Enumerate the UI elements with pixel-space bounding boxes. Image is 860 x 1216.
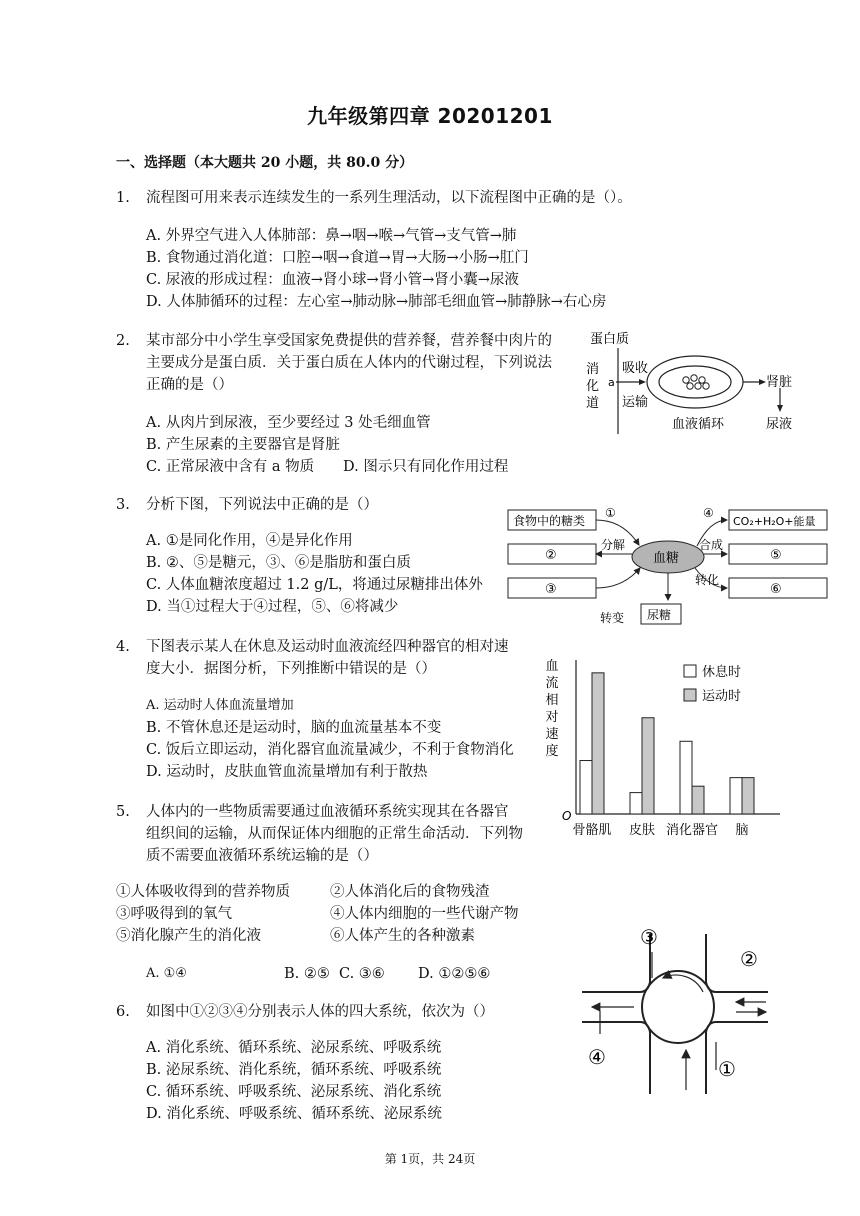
item-3: ③呼吸得到的氧气 [116, 906, 232, 922]
section-heading: 一、选择题（本大题共 20 小题，共 80.0 分） [116, 155, 414, 171]
question-stem-line: 质不需要血液循环系统运输的是（） [146, 848, 378, 864]
convert-label-2: 转变 [600, 611, 625, 625]
option-d: D. 消化系统、呼吸系统、循环系统、泌尿系统 [146, 1106, 442, 1122]
y-axis-label-char: 流 [545, 676, 559, 691]
body-systems-diagram [578, 922, 778, 1100]
option-c: C. 循环系统、呼吸系统、泌尿系统、消化系统 [146, 1084, 442, 1100]
x-tick-label: 皮肤 [628, 823, 656, 838]
question-stem-line: 主要成分是蛋白质．关于蛋白质在人体内的代谢过程，下列说法 [146, 355, 552, 371]
food-sugar-label: 食物中的糖类 [513, 514, 586, 528]
tract-char: 化 [586, 379, 600, 394]
option-a: A. ①是同化作用，④是异化作用 [146, 533, 353, 549]
option-d: D. 当①过程大于④过程，⑤、⑥将减少 [146, 599, 399, 615]
bar-rest-3 [680, 741, 692, 814]
legend-label-rest: 休息时 [702, 665, 742, 680]
option-b: B. 不管休息还是运动时，脑的血流量基本不变 [146, 720, 442, 736]
question-number: 6. [116, 1004, 130, 1020]
tract-char: 消 [586, 362, 600, 377]
bar-rest-4 [730, 778, 742, 814]
option-a: A. ①④ [146, 966, 187, 981]
urine-sugar-label: 尿糖 [647, 608, 672, 622]
protein-metabolism-diagram [580, 328, 810, 438]
option-d: D. 运动时，皮肤血管血流量增加有利于散热 [146, 764, 428, 780]
substance-a-label: a [608, 376, 615, 389]
process-1-label: ① [605, 506, 616, 520]
system-4-label: ④ [588, 1045, 606, 1069]
box-3-label: ③ [545, 582, 557, 597]
question-stem-line: 下图表示某人在休息及运动时血液流经四种器官的相对速 [146, 639, 509, 655]
option-c: C. 人体血糖浓度超过 1.2 g/L，将通过尿糖排出体外 [146, 577, 483, 593]
box-2-label: ② [545, 548, 557, 563]
kidney-label: 肾脏 [766, 375, 793, 390]
synthesis-label: 合成 [699, 538, 724, 552]
process-4-label: ④ [703, 506, 714, 520]
option-b: B. ②、⑤是糖元，③、⑥是脂肪和蛋白质 [146, 555, 411, 571]
y-axis-label-char: 血 [545, 659, 559, 674]
decompose-label: 分解 [601, 538, 626, 552]
item-2: ②人体消化后的食物残渣 [330, 884, 490, 900]
page-title: 九年级第四章 20201201 [307, 104, 553, 128]
option-b: B. 泌尿系统、消化系统，循环系统、呼吸系统 [146, 1062, 442, 1078]
urine-label: 尿液 [766, 417, 793, 432]
question-number: 4. [116, 639, 130, 655]
option-a: A. 外界空气进入人体肺部：鼻→咽→喉→气管→支气管→肺 [146, 228, 517, 244]
option-b: B. 食物通过消化道：口腔→咽→食道→胃→大肠→小肠→肛门 [146, 250, 529, 266]
option-a: A. 消化系统、循环系统、泌尿系统、呼吸系统 [146, 1040, 442, 1056]
option-b: B. ②⑤ [284, 966, 330, 982]
blood-sugar-label: 血糖 [653, 551, 680, 566]
question-stem: 分析下图，下列说法中正确的是（） [146, 497, 378, 513]
bar-exercise-1 [592, 673, 604, 814]
system-1-label: ① [718, 1057, 736, 1081]
x-tick-label: 消化器官 [665, 823, 719, 838]
item-1: ①人体吸收得到的营养物质 [116, 884, 290, 900]
origin-label: O [562, 809, 572, 823]
page-footer: 第 1页，共 24页 [384, 1152, 476, 1166]
option-c: C. 尿液的形成过程：血液→肾小球→肾小管→肾小囊→尿液 [146, 272, 519, 288]
y-axis-label-char: 速 [545, 727, 559, 742]
question-stem-line: 某市部分中小学生享受国家免费提供的营养餐，营养餐中肉片的 [146, 333, 552, 349]
item-4: ④人体内细胞的一些代谢产物 [330, 906, 519, 922]
option-a: A. 从肉片到尿液，至少要经过 3 处毛细血管 [146, 415, 431, 431]
blood-sugar-diagram [505, 502, 830, 630]
item-6: ⑥人体产生的各种激素 [330, 928, 475, 944]
item-5: ⑤消化腺产生的消化液 [116, 928, 261, 944]
absorb-label: 吸收 [622, 361, 649, 376]
tract-char: 道 [586, 396, 600, 411]
option-d: D. 人体肺循环的过程：左心室→肺动脉→肺部毛细血管→肺静脉→右心房 [146, 294, 607, 310]
legend-swatch-exercise [684, 689, 696, 701]
protein-label: 蛋白质 [590, 332, 630, 347]
bar-rest-1 [580, 761, 592, 814]
x-tick-label: 脑 [735, 823, 749, 838]
option-c: C. 饭后立即运动，消化器官血流量减少，不利于食物消化 [146, 742, 514, 758]
system-2-label: ② [740, 947, 758, 971]
blood-flow-bar-chart [540, 652, 785, 842]
bar-exercise-3 [692, 786, 704, 814]
option-c: C. 正常尿液中含有 a 物质 [146, 459, 315, 475]
box-5-label: ⑤ [770, 548, 782, 563]
option-c: C. ③⑥ [339, 966, 385, 982]
bar-exercise-4 [742, 778, 754, 814]
bar-exercise-2 [642, 718, 654, 814]
question-stem-line: 组织间的运输，从而保证体内细胞的正常生命活动．下列物 [146, 826, 523, 842]
question-number: 3. [116, 497, 130, 513]
convert-label: 转化 [695, 573, 720, 587]
transport-label: 运输 [622, 395, 649, 410]
legend-swatch-rest [684, 665, 696, 677]
question-stem-line: 正确的是（） [146, 377, 233, 393]
bar-rest-2 [630, 793, 642, 814]
question-number: 2. [116, 333, 130, 349]
question-stem-line: 人体内的一些物质需要通过血液循环系统实现其在各器官 [146, 804, 509, 820]
y-axis-label [545, 659, 558, 759]
circulation-label: 血液循环 [672, 417, 725, 432]
option-a: A. 运动时人体血流量增加 [146, 698, 294, 713]
question-stem: 如图中①②③④分别表示人体的四大系统，依次为（） [146, 1004, 494, 1020]
legend-label-exercise: 运动时 [702, 689, 742, 704]
y-axis-label-char: 对 [545, 710, 559, 725]
x-tick-label: 骨骼肌 [572, 823, 612, 838]
question-number: 1. [116, 190, 130, 206]
co2-water-energy-label: CO₂+H₂O+能量 [733, 515, 816, 528]
option-d: D. ①②⑤⑥ [418, 966, 491, 982]
question-stem-line: 度大小．据图分析，下列推断中错误的是（） [146, 661, 436, 677]
question-stem: 流程图可用来表示连续发生的一系列生理活动，以下流程图中正确的是（）。 [146, 190, 632, 206]
y-axis-label-char: 相 [545, 693, 559, 708]
box-6-label: ⑥ [770, 582, 782, 597]
system-3-label: ③ [640, 925, 658, 949]
option-d: D. 图示只有同化作用过程 [343, 459, 509, 475]
question-number: 5. [116, 804, 130, 820]
y-axis-label-char: 度 [545, 744, 559, 759]
option-b: B. 产生尿素的主要器官是肾脏 [146, 437, 340, 453]
